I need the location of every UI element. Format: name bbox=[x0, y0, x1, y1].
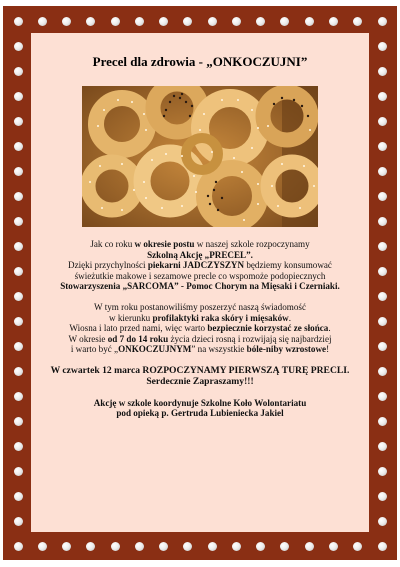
frame-dot bbox=[14, 517, 23, 526]
frame-dot bbox=[14, 467, 23, 476]
frame-dot bbox=[14, 542, 23, 551]
frame-dot bbox=[378, 342, 387, 351]
text-fragment: bóle-niby wzrostowe bbox=[246, 344, 327, 355]
frame-dot bbox=[14, 267, 23, 276]
frame-dot bbox=[62, 17, 71, 26]
frame-dot bbox=[38, 542, 47, 551]
text-fragment: od 7 do 14 roku bbox=[107, 333, 169, 344]
frame-dot bbox=[14, 117, 23, 126]
frame-dot bbox=[14, 42, 23, 51]
frame-dot bbox=[378, 142, 387, 151]
frame-dot bbox=[14, 167, 23, 176]
frame-dot bbox=[378, 117, 387, 126]
frame-dot bbox=[378, 92, 387, 101]
text-fragment: w kierunku bbox=[109, 312, 153, 323]
frame-dot bbox=[232, 17, 241, 26]
text-fragment: . bbox=[328, 323, 331, 334]
frame-dot bbox=[329, 542, 338, 551]
text-fragment: ” na wszystkie bbox=[191, 344, 247, 355]
frame-dot bbox=[208, 542, 217, 551]
text-line: świeżutkie makowe i sezamowe precle co wspomoże podopiecznych bbox=[74, 270, 326, 281]
frame-dot bbox=[135, 17, 144, 26]
intro-paragraph bbox=[39, 239, 361, 292]
frame-dot bbox=[378, 17, 387, 26]
bakery-name: piekarni JADCZYSZYN bbox=[147, 260, 245, 271]
frame-dot bbox=[378, 392, 387, 401]
coordinator-line: Akcję w szkole koordynuje Szkolne Koło Wolontariatu bbox=[93, 397, 307, 408]
frame-dot bbox=[353, 17, 362, 26]
frame-dot bbox=[256, 17, 265, 26]
text-fragment: w okresie postu bbox=[134, 239, 195, 249]
frame-dot bbox=[14, 192, 23, 201]
coordinator-paragraph bbox=[39, 398, 361, 419]
text-fragment: ! bbox=[326, 344, 330, 355]
frame-dot bbox=[378, 67, 387, 76]
frame-dot bbox=[208, 17, 217, 26]
action-name: Szkolną Akcję „PRECEL”. bbox=[147, 249, 253, 260]
text-fragment: życia dzieci rosną i rozwijają się najbardziej bbox=[168, 333, 332, 344]
frame-dot bbox=[378, 467, 387, 476]
text-fragment: ONKOCZUJNYM bbox=[118, 344, 192, 355]
frame-dot bbox=[14, 242, 23, 251]
poster-title: Precel dla zdrowia - „ONKOCZUJNI” bbox=[92, 54, 308, 69]
frame-dot bbox=[256, 542, 265, 551]
frame-dot bbox=[14, 317, 23, 326]
frame-dot bbox=[305, 542, 314, 551]
text-fragment: Wiosna i lato przed nami, więc warto bbox=[69, 323, 208, 334]
pretzels-image bbox=[82, 86, 318, 227]
frame-dot bbox=[378, 542, 387, 551]
text-fragment: profilaktyki raka skóry i mięsaków bbox=[152, 312, 289, 323]
frame-dot bbox=[378, 442, 387, 451]
frame-dot bbox=[14, 392, 23, 401]
frame-dot bbox=[378, 217, 387, 226]
prevention-paragraph bbox=[39, 302, 361, 355]
frame-dot bbox=[329, 17, 338, 26]
pretzels-photo bbox=[82, 86, 318, 227]
frame-dot bbox=[353, 542, 362, 551]
frame-dot bbox=[86, 542, 95, 551]
frame-dot bbox=[14, 442, 23, 451]
frame-dot bbox=[378, 42, 387, 51]
frame-dot bbox=[14, 217, 23, 226]
frame-dot bbox=[305, 17, 314, 26]
text-fragment: . bbox=[288, 312, 291, 323]
frame-dot bbox=[183, 542, 192, 551]
frame-dot bbox=[159, 542, 168, 551]
frame-dot bbox=[14, 292, 23, 301]
frame-dot bbox=[378, 367, 387, 376]
frame-dot bbox=[378, 267, 387, 276]
text-fragment: bezpiecznie korzystać ze słońca bbox=[207, 323, 329, 334]
text-fragment: w naszej szkole rozpoczynamy bbox=[194, 239, 310, 249]
frame-dot bbox=[378, 417, 387, 426]
frame-dot bbox=[14, 417, 23, 426]
frame-dot bbox=[183, 17, 192, 26]
frame-dot bbox=[378, 192, 387, 201]
frame-dot bbox=[38, 17, 47, 26]
invitation-line: Serdecznie Zapraszamy!!! bbox=[146, 376, 254, 388]
text-fragment: Jak co roku bbox=[90, 239, 135, 249]
text-fragment: W okresie bbox=[68, 333, 108, 344]
frame-dot bbox=[14, 342, 23, 351]
frame-dot bbox=[159, 17, 168, 26]
frame-dot bbox=[86, 17, 95, 26]
frame-dot bbox=[378, 292, 387, 301]
association-name: Stowarzyszenia „SARCOMA” - Pomoc Chorym na Mięsaki i Czerniaki. bbox=[60, 281, 340, 292]
announcement-paragraph bbox=[39, 365, 361, 388]
poster-body bbox=[39, 239, 361, 429]
frame-dot bbox=[378, 517, 387, 526]
text-fragment: i warto być „ bbox=[70, 344, 119, 355]
frame-dot bbox=[14, 367, 23, 376]
text-fragment: Dzięki przychylności bbox=[68, 260, 148, 271]
text-fragment: będziemy konsumować bbox=[244, 260, 332, 271]
supervisor-line: pod opieką p. Gertruda Lubieniecka Jakiel bbox=[116, 408, 284, 419]
frame-dot bbox=[62, 542, 71, 551]
poster bbox=[31, 33, 369, 532]
frame-dot bbox=[111, 17, 120, 26]
frame-dot bbox=[14, 67, 23, 76]
frame-dot bbox=[378, 167, 387, 176]
frame-dot bbox=[14, 142, 23, 151]
frame-dot bbox=[378, 492, 387, 501]
text-line: W tym roku postanowiliśmy poszerzyć naszą świadomość bbox=[94, 301, 306, 312]
frame-dot bbox=[232, 542, 241, 551]
frame-dot bbox=[135, 542, 144, 551]
announcement-line: W czwartek 12 marca ROZPOCZYNAMY PIERWSZĄ TURĘ PRECLI. bbox=[50, 364, 350, 376]
frame-dot bbox=[14, 17, 23, 26]
frame-dot bbox=[378, 242, 387, 251]
frame-dot bbox=[14, 92, 23, 101]
frame-dot bbox=[111, 542, 120, 551]
frame-dot bbox=[280, 17, 289, 26]
frame-dot bbox=[280, 542, 289, 551]
frame-dot bbox=[378, 317, 387, 326]
frame-dot bbox=[14, 492, 23, 501]
